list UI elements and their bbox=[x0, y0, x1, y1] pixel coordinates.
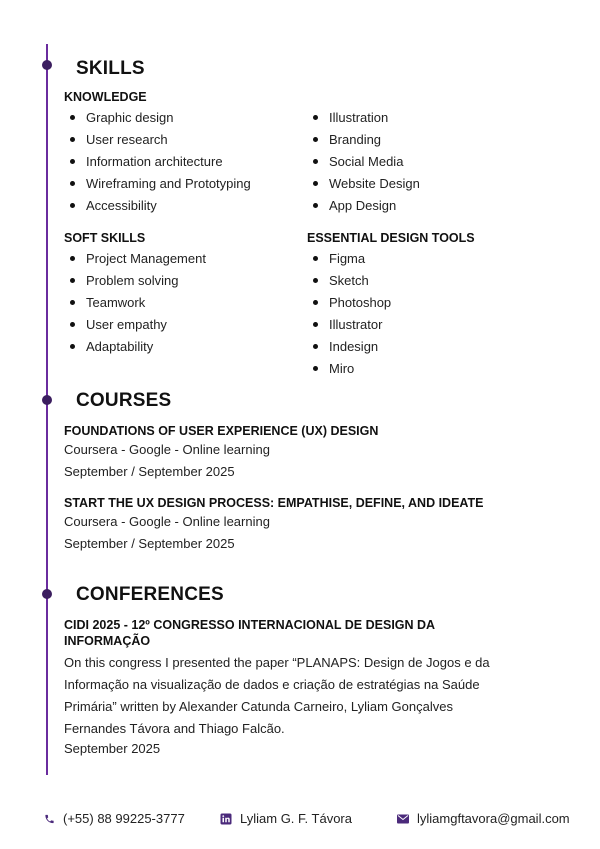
list-item: Website Design bbox=[307, 175, 420, 197]
envelope-icon bbox=[397, 814, 409, 824]
course-title-1: FOUNDATIONS OF USER EXPERIENCE (UX) DESIGN bbox=[64, 424, 379, 438]
contact-footer bbox=[0, 811, 600, 831]
timeline-line bbox=[46, 44, 48, 775]
list-item: Project Management bbox=[64, 250, 206, 272]
design-tools-list bbox=[307, 250, 391, 382]
conferences-title: CONFERENCES bbox=[76, 584, 224, 605]
knowledge-list-right bbox=[307, 109, 420, 219]
soft-skills-list bbox=[64, 250, 206, 360]
list-item: Branding bbox=[307, 131, 420, 153]
list-item: Teamwork bbox=[64, 294, 206, 316]
list-item: Adaptability bbox=[64, 338, 206, 360]
list-item: Graphic design bbox=[64, 109, 251, 131]
timeline-dot-skills bbox=[42, 60, 52, 70]
list-item: Illustrator bbox=[307, 316, 391, 338]
knowledge-heading: KNOWLEDGE bbox=[64, 90, 147, 104]
list-item: Illustration bbox=[307, 109, 420, 131]
list-item: Accessibility bbox=[64, 197, 251, 219]
conference-date-1: September 2025 bbox=[64, 741, 161, 756]
design-tools-heading: ESSENTIAL DESIGN TOOLS bbox=[307, 231, 475, 245]
list-item: User empathy bbox=[64, 316, 206, 338]
phone-icon bbox=[44, 813, 55, 825]
phone-number: (+55) 88 99225-3777 bbox=[63, 811, 185, 826]
contact-linkedin[interactable] bbox=[220, 811, 352, 826]
courses-title: COURSES bbox=[76, 390, 172, 411]
list-item: Social Media bbox=[307, 153, 420, 175]
timeline-dot-conferences bbox=[42, 589, 52, 599]
linkedin-name: Lyliam G. F. Távora bbox=[240, 811, 352, 826]
contact-email[interactable] bbox=[397, 811, 570, 826]
course-date-1: September / September 2025 bbox=[64, 464, 235, 479]
course-provider-2: Coursera - Google - Online learning bbox=[64, 514, 270, 529]
list-item: Wireframing and Prototyping bbox=[64, 175, 251, 197]
linkedin-icon bbox=[220, 813, 232, 825]
list-item: App Design bbox=[307, 197, 420, 219]
list-item: Sketch bbox=[307, 272, 391, 294]
conference-title-1: CIDI 2025 - 12º CONGRESSO INTERNACIONAL DE DESIGN DA INFORMAÇÃO bbox=[64, 618, 435, 648]
soft-skills-heading: SOFT SKILLS bbox=[64, 231, 146, 245]
course-title-2: START THE UX DESIGN PROCESS: EMPATHISE, DEFINE, AND IDEATE bbox=[64, 496, 484, 510]
list-item: User research bbox=[64, 131, 251, 153]
list-item: Figma bbox=[307, 250, 391, 272]
skills-title: SKILLS bbox=[76, 58, 145, 79]
knowledge-list-left bbox=[64, 109, 251, 219]
course-provider-1: Coursera - Google - Online learning bbox=[64, 442, 270, 457]
list-item: Miro bbox=[307, 360, 391, 382]
email-address: lyliamgftavora@gmail.com bbox=[417, 811, 570, 826]
list-item: Problem solving bbox=[64, 272, 206, 294]
contact-phone[interactable] bbox=[44, 811, 185, 826]
list-item: Information architecture bbox=[64, 153, 251, 175]
list-item: Photoshop bbox=[307, 294, 391, 316]
course-date-2: September / September 2025 bbox=[64, 536, 235, 551]
list-item: Indesign bbox=[307, 338, 391, 360]
timeline-dot-courses bbox=[42, 395, 52, 405]
conference-description-1: On this congress I presented the paper “PLANAPS: Design de Jogos e da Informação na visualização de dados e criação de estratégias na Saúde Primária” written by Alexander Catunda Carneiro, Lyliam Gonçalves Fernandes Távora and Thiago Falcão. bbox=[64, 655, 490, 736]
